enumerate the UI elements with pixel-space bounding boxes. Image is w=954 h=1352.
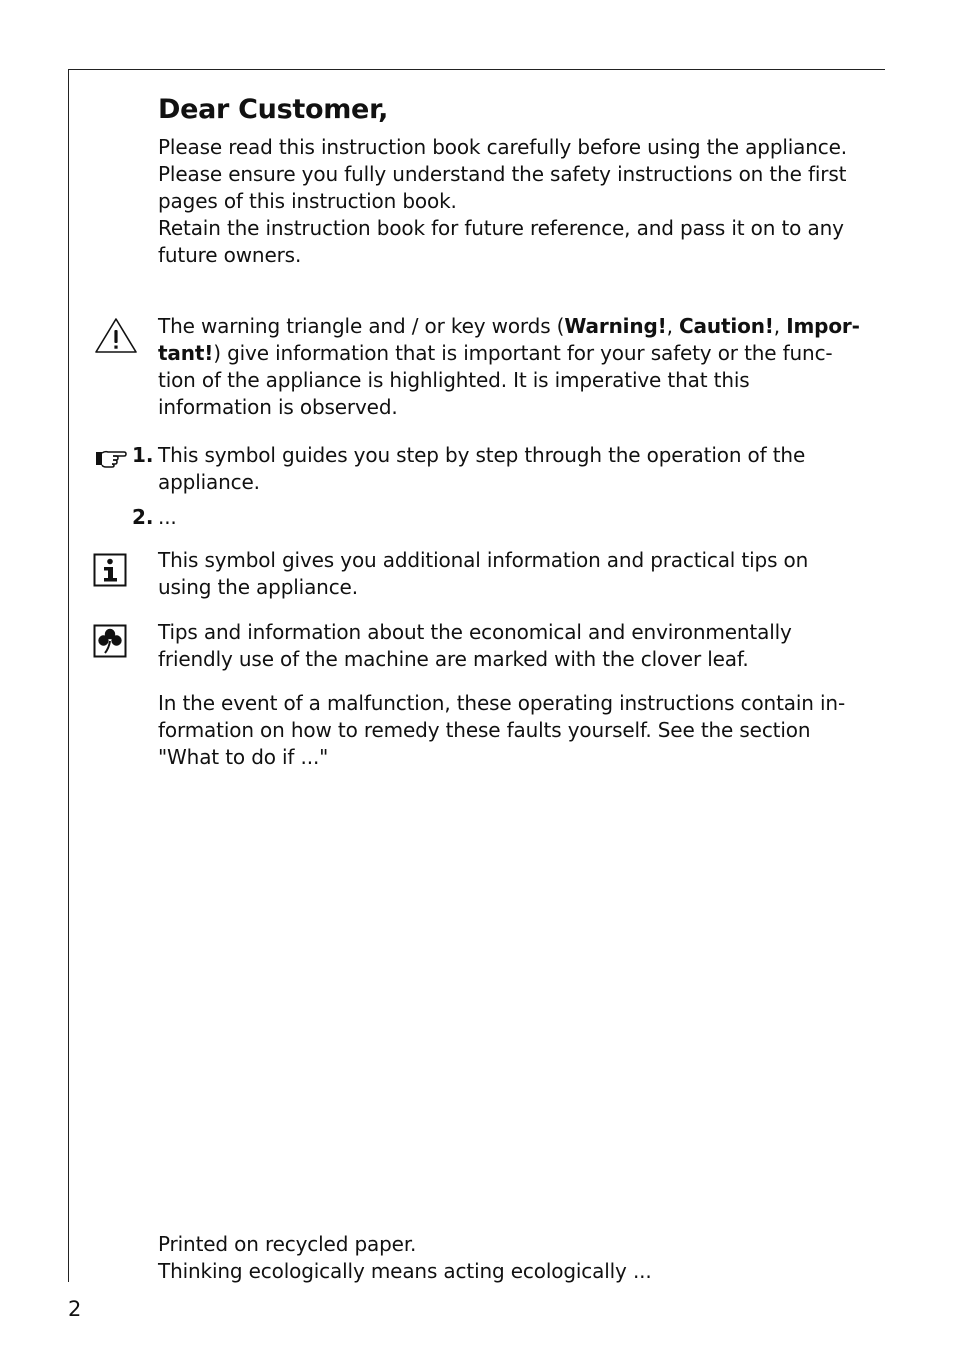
intro-line-1: Please read this instruction book carefully before using the appliance.	[158, 135, 848, 159]
footer-line-2: Thinking ecologically means acting ecologically ...	[158, 1259, 652, 1283]
eco-section	[158, 619, 863, 673]
footer-line-1: Printed on recycled paper.	[158, 1232, 417, 1256]
malfunction-section	[158, 690, 863, 771]
malfunction-text: In the event of a malfunction, these operating instructions contain in-formation on how to remedy these faults yourself. See the section "What to do if ..."	[158, 691, 846, 769]
step-2-number: 2.	[132, 505, 154, 529]
warning-text	[158, 313, 863, 421]
info-section	[158, 547, 863, 601]
step-1-number: 1.	[132, 443, 154, 467]
page-title: Dear Customer,	[158, 94, 389, 125]
footer-section	[158, 1231, 863, 1285]
step-1-text: This symbol guides you step by step through the operation of the appliance.	[158, 443, 806, 494]
warning-section	[158, 313, 863, 421]
info-icon	[93, 553, 127, 591]
intro-line-2: Please ensure you fully understand the safety instructions on the first pages of this instruction book.	[158, 162, 847, 213]
keyword-important: Impor-tant!	[158, 314, 860, 365]
intro-section	[158, 134, 863, 269]
keyword-warning: Warning!	[564, 314, 667, 338]
step-2-section	[158, 504, 863, 531]
warning-triangle-icon	[93, 316, 139, 360]
eco-text: Tips and information about the economical and environmentally friendly use of the machine are marked with the clover leaf.	[158, 620, 792, 671]
intro-line-3: Retain the instruction book for future reference, and pass it on to any future owners.	[158, 216, 844, 267]
clover-leaf-icon	[93, 624, 127, 662]
keyword-caution: Caution!	[679, 314, 774, 338]
warning-text-after: ) give information that is important for your safety or the func-tion of the appliance is highlighted. It is imperative that this information is observed.	[158, 341, 833, 419]
keyword-separator-1: ,	[666, 314, 680, 338]
page-number: 2	[68, 1297, 82, 1321]
step-1-section	[158, 442, 863, 496]
left-rule	[68, 69, 69, 1282]
top-rule	[68, 69, 885, 70]
step-2-text: ...	[158, 505, 177, 529]
warning-text-before: The warning triangle and / or key words (	[158, 314, 565, 338]
info-text: This symbol gives you additional information and practical tips on using the appliance.	[158, 548, 809, 599]
pointing-hand-icon	[94, 446, 128, 472]
keyword-separator-2: ,	[773, 314, 787, 338]
